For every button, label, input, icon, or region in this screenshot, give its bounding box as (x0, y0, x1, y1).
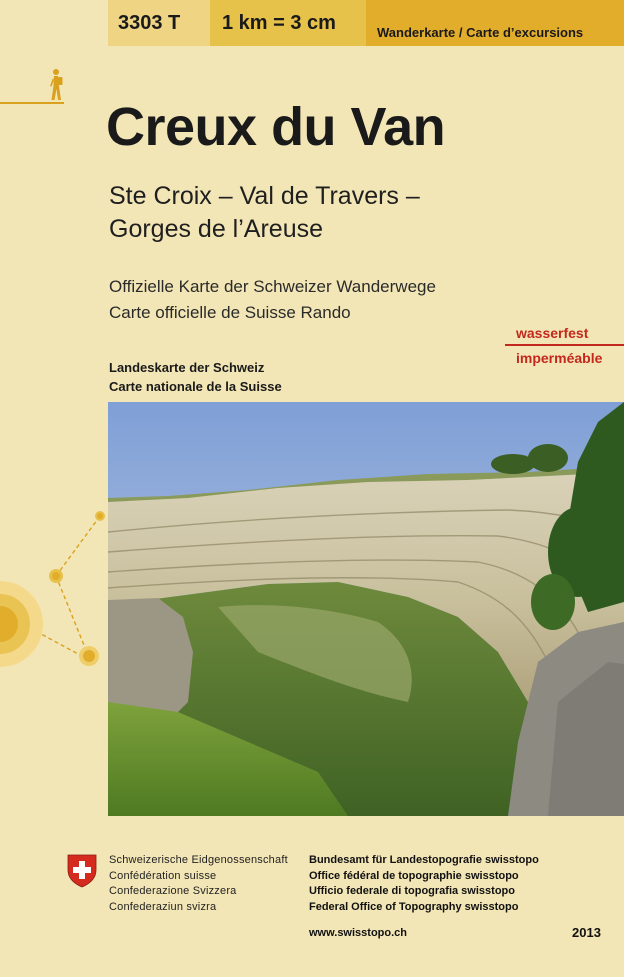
waterproof-divider (505, 344, 624, 346)
series-label (109, 358, 282, 396)
office-names (309, 853, 539, 915)
office-line: Federal Office of Topography swisstopo (309, 900, 519, 913)
confederation-line: Confederazione Svizzera (109, 885, 237, 897)
office-line: Ufficio federale di topografia swisstopo (309, 885, 515, 897)
map-subtitle (109, 180, 420, 246)
footer (0, 845, 624, 977)
header-bar (0, 0, 624, 46)
series-line: Landeskarte der Schweiz (109, 360, 265, 375)
subtitle-line: Gorges de l’Areuse (109, 215, 324, 243)
waterproof-fr: imperméable (516, 350, 603, 366)
series-line: Carte nationale de la Suisse (109, 379, 282, 394)
swiss-coat-of-arms-icon (67, 854, 97, 888)
route-dots-decoration (0, 500, 120, 670)
edition-year: 2013 (572, 925, 601, 940)
map-scale: 1 km = 3 cm (210, 0, 366, 46)
website-link[interactable]: www.swisstopo.ch (309, 927, 407, 939)
subtitle-line: Ste Croix – Val de Travers – (109, 182, 420, 210)
official-line: Carte officielle de Suisse Rando (109, 303, 351, 322)
office-line: Office fédéral de topographie swisstopo (309, 869, 519, 882)
hiker-icon (47, 68, 65, 102)
confederation-line: Schweizerische Eidgenossenschaft (109, 854, 288, 866)
official-line: Offizielle Karte der Schweizer Wanderwege (109, 277, 436, 296)
waterproof-de: wasserfest (516, 325, 589, 341)
confederation-names (109, 853, 288, 915)
map-title: Creux du Van (106, 97, 446, 157)
header-blank-segment (0, 0, 108, 46)
map-type: Wanderkarte / Carte d’excursions (366, 0, 624, 46)
official-map-note (109, 274, 436, 326)
cliff-landscape-photo (108, 402, 624, 816)
office-line: Bundesamt für Landestopografie swisstopo (309, 854, 539, 866)
map-number: 3303 T (108, 0, 210, 46)
confederation-line: Confederaziun svizra (109, 900, 217, 913)
hiker-underline (0, 102, 64, 104)
confederation-line: Confédération suisse (109, 869, 217, 882)
waterproof-badge (505, 323, 624, 368)
